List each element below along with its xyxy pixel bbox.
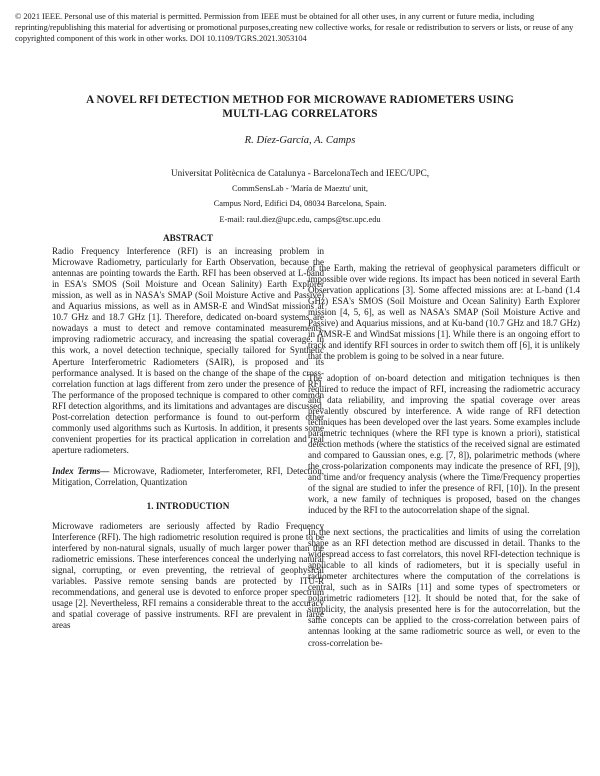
intro-paragraph-4: In the next sections, the practicalities and limits of using the correlation shape as an RFI detection method are discussed in detail. Thanks to the widespread access to fast correlators, this novel RFI-detection technique is applicable to all kinds of radiometers, but it is specially useful in radiometer architectures where the computation of the correlations is central, such as in SAIRs [11] and some types of spectrometers or polarimetric radiometers [12]. It should be noted that, for the sake of simplicity, the analysis presented here is for the autocorrelation, but the same concepts can be applied to the cross-correlation between pairs of antennas looking at the same radiometric source as well, or even to the cross-correlation be-: [308, 527, 580, 648]
affiliation-email: E-mail: raul.diez@upc.edu, camps@tsc.upc.edu: [219, 214, 381, 224]
intro-paragraph-2: of the Earth, making the retrieval of geophysical parameters difficult or impossible over wide regions. Its impact has been noticed in several Earth Observation applications [3]. Some affected missions are: at L-band (1.4 GHz) ESA's SMOS (Soil Moisture and Ocean Salinity) Earth Explorer mission [4, 5, 6], as well as NASA's SMAP (Soil Moisture Active and Passive) and Aquarius missions, and at Ku-band (10.7 GHz and 18.7 GHz) in AMSR-E and WindSat missions [1]. While there is an ongoing effort to track and identify RFI sources in order to switch them off [6], it is unlikely that the problem is going to be solved in a near future.: [308, 263, 580, 362]
index-terms-text: Microwave, Radiometer, Interferometer, RFI, Detection, Mitigation, Correlation, Quantization: [52, 466, 324, 488]
abstract-heading: ABSTRACT: [162, 233, 214, 243]
title-line-1: A NOVEL RFI DETECTION METHOD FOR MICROWAVE RADIOMETERS USING: [86, 94, 514, 106]
copyright-notice: © 2021 IEEE. Personal use of this material is permitted. Permission from IEEE must be obtained for all other uses, in any current or future media, including reprinting/republishing this material for advertising or promotional purposes,creating new collective works, for resale or redistribution to servers or lists, or reuse of any copyrighted component of this work in other works. DOI 10.1109/TGRS.2021.3053104: [15, 12, 574, 43]
index-terms-label: Index Terms—: [52, 466, 110, 477]
section-heading-introduction: 1. INTRODUCTION: [146, 500, 230, 511]
intro-paragraph-1: Microwave radiometers are seriously affected by Radio Frequency Interference (RFI). The high radiometric resolution required is prone to be interfered by non-natural signals, usually of much larger power than the radiometric emissions. These interferences conceal the underlying natural signal, corrupting, or even preventing, the retrieval of geophysical variables. Passive remote sensing bands are protected by ITU-R recommendations, and general use is devoted to enforce proper spectrum usage [2]. Nevertheless, RFI remains a considerable threat to the accuracy and spatial coverage of passive instruments. RFI are prevalent in large areas: [52, 520, 324, 630]
affiliation-lab: CommSensLab - 'María de Maeztu' unit,: [231, 184, 369, 194]
intro-paragraph-3: The adoption of on-board detection and mitigation techniques is then required to reduce the impact of RFI, increasing the radiometric accuracy and data reliability, and improving the spatial coverage over areas prevalently obscured by interference. A wide range of RFI detection techniques has been developed over the last years. Some examples include parametric techniques (where the RFI type is known a priori), statistical detection methods (where the statistics of the received signal are estimated and compared to Gaussian ones, e.g. [7, 8]), polarimetric methods (where the cross-polarization components may indicate the presence of RFI, [9]), and time and/or frequency analysis (where the Time/Frequency properties of the signal are studied to infer the presence of RFI, [10]). In the present work, a new family of techniques is proposed, based on the changes induced by the RFI to the autocorrelation shape of the signal.: [308, 372, 580, 516]
abstract-text: Radio Frequency Interference (RFI) is an increasing problem in Microwave Radiometry, particularly for Earth Observation, because the antennas are pointing towards the Earth. RFI has been observed at L-band in ESA's SMOS (Soil Moisture and Ocean Salinity) Earth Explorer mission, as well as in NASA's SMAP (Soil Moisture Active and Passive) and Aquarius missions, as well as in AMSR-E and WindSat missions at 10.7 GHz and 18.7 GHz [1]. Therefore, dedicated on-board systems are nowadays a must to detect and remove contaminated measurements, improving radiometric accuracy, and increasing the spatial coverage. In this work, a novel detection technique, specially tailored for Synthetic Aperture Interferometric Radiometers (SAIR), is proposed and its performance analysed. It is based on the change of the shape of the cross-correlation function at lags different from zero under the presence of RFI. The performance of the proposed technique is compared to other common RFI detection algorithms, and its limitations and advantages are discussed. Post-correlation detection performance is found to out-perform other commonly used algorithms such as Kurtosis. In addition, it presents some convenient properties for its practical application in correlation and real aperture radiometers.: [52, 246, 324, 455]
affiliation-address: Campus Nord, Edifici D4, 08034 Barcelona, Spain.: [213, 199, 387, 209]
right-column: [308, 263, 580, 659]
left-column: [52, 233, 324, 642]
index-terms: [52, 466, 324, 488]
authors: R. Díez-García, A. Camps: [244, 135, 356, 146]
affiliation-university: Universitat Politècnica de Catalunya - BarcelonaTech and IEEC/UPC,: [170, 168, 430, 178]
paper-title: [40, 93, 560, 121]
affiliation-block: [0, 166, 600, 227]
title-line-2: MULTI-LAG CORRELATORS: [222, 108, 378, 120]
